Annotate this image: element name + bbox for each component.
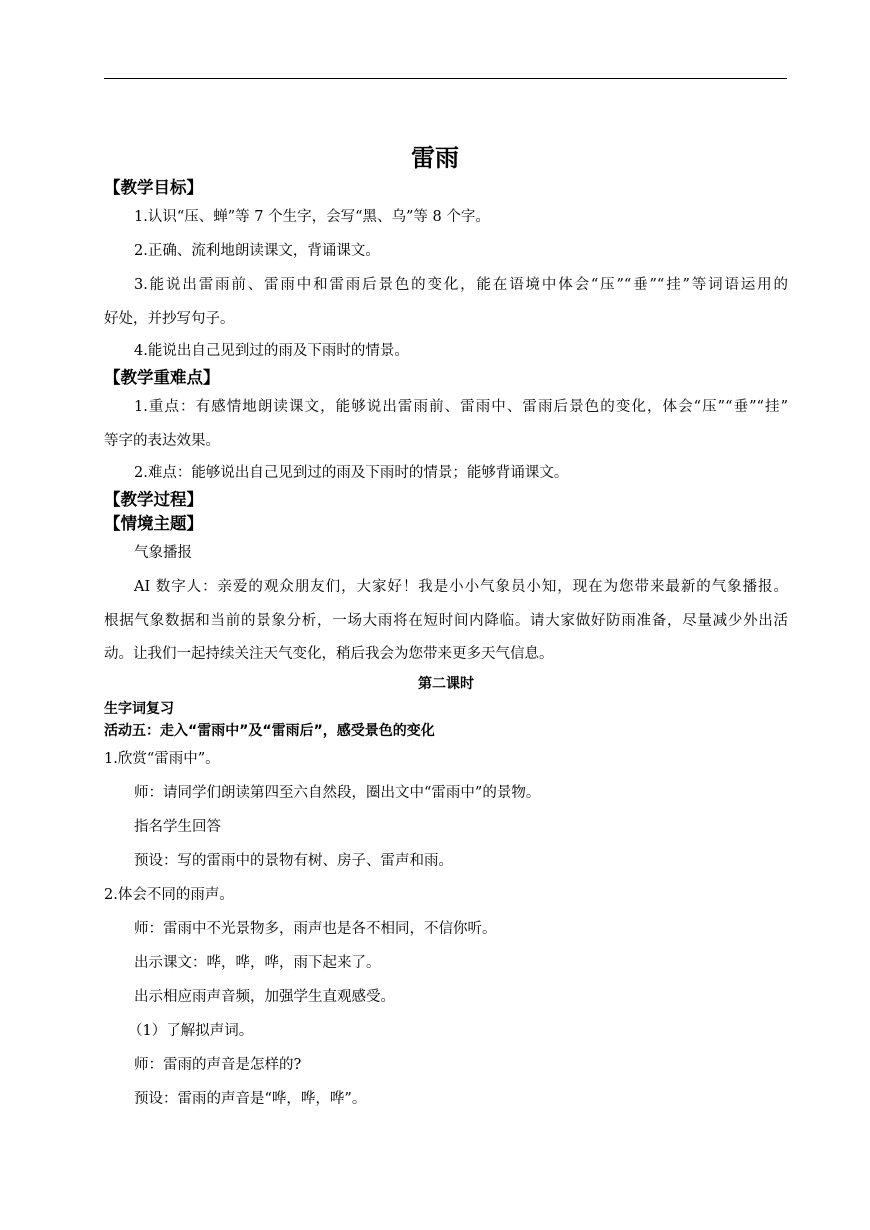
preset-2: 预设：雷雨的声音是“哗，哗，哗”。 <box>134 1091 367 1107</box>
teacher-line-2: 师：雷雨中不光景物多，雨声也是各不相同，不信你听。 <box>134 921 497 937</box>
page-title: 雷雨 <box>411 144 459 172</box>
show-text: 出示课文：哗，哗，哗，雨下起来了。 <box>134 955 381 971</box>
objective-2: 2.正确、流利地朗读课文，背诵课文。 <box>134 243 380 259</box>
document-body <box>104 176 788 1116</box>
section-heading-process: 【教学过程】 <box>104 490 203 509</box>
teacher-line-1: 师：请同学们朗读第四至六自然段，圈出文中“雷雨中”的景物。 <box>134 785 541 801</box>
theme-paragraph-line-3: 动。让我们一起持续关注天气变化，稍后我会为您带来更多天气信息。 <box>104 646 554 662</box>
key-point-1: 1.重点：有感情地朗读课文，能够说出雷雨前、雷雨中、雷雨后景色的变化，体会“压”“垂”“挂” <box>134 399 788 415</box>
objective-4: 4.能说出自己见到过的雨及下雨时的情景。 <box>134 343 409 359</box>
objective-1: 1.认识“压、蝉”等 7 个生字，会写“黑、乌”等 8 个字。 <box>134 209 490 225</box>
section-heading-key-points: 【教学重难点】 <box>104 368 220 387</box>
header-rule <box>104 78 787 79</box>
sub-item-1: （1）了解拟声词。 <box>128 1023 254 1039</box>
objective-3-cont: 好处，并抄写句子。 <box>104 311 235 327</box>
theme-paragraph-line-1: AI 数字人：亲爱的观众朋友们，大家好！我是小小气象员小知，现在为您带来最新的气象播报。 <box>134 579 788 595</box>
theme-label: 气象播报 <box>134 545 192 561</box>
teacher-line-3: 师：雷雨的声音是怎样的? <box>134 1057 302 1073</box>
key-point-2: 2.难点：能够说出自己见到过的雨及下雨时的情景；能够背诵课文。 <box>134 465 569 481</box>
lesson-heading: 第二课时 <box>418 676 474 692</box>
review-heading: 生字词复习 <box>104 701 174 717</box>
key-point-1-cont: 等字的表达效果。 <box>104 433 220 449</box>
theme-paragraph-line-2: 根据气象数据和当前的景象分析，一场大雨将在短时间内降临。请大家做好防雨准备，尽量减少外出活 <box>104 613 788 629</box>
section-heading-objectives: 【教学目标】 <box>104 178 203 197</box>
preset-1: 预设：写的雷雨中的景物有树、房子、雷声和雨。 <box>134 853 453 869</box>
call-student: 指名学生回答 <box>134 819 221 835</box>
activity-heading: 活动五：走入“雷雨中”及“雷雨后”，感受景色的变化 <box>104 723 435 739</box>
item-1: 1.欣赏“雷雨中”。 <box>104 751 220 767</box>
item-2: 2.体会不同的雨声。 <box>104 887 234 903</box>
show-audio: 出示相应雨声音频，加强学生直观感受。 <box>134 989 395 1005</box>
section-heading-theme: 【情境主题】 <box>104 514 203 533</box>
objective-3: 3.能说出雷雨前、雷雨中和雷雨后景色的变化，能在语境中体会“压”“垂”“挂”等词语运用的 <box>134 277 788 293</box>
